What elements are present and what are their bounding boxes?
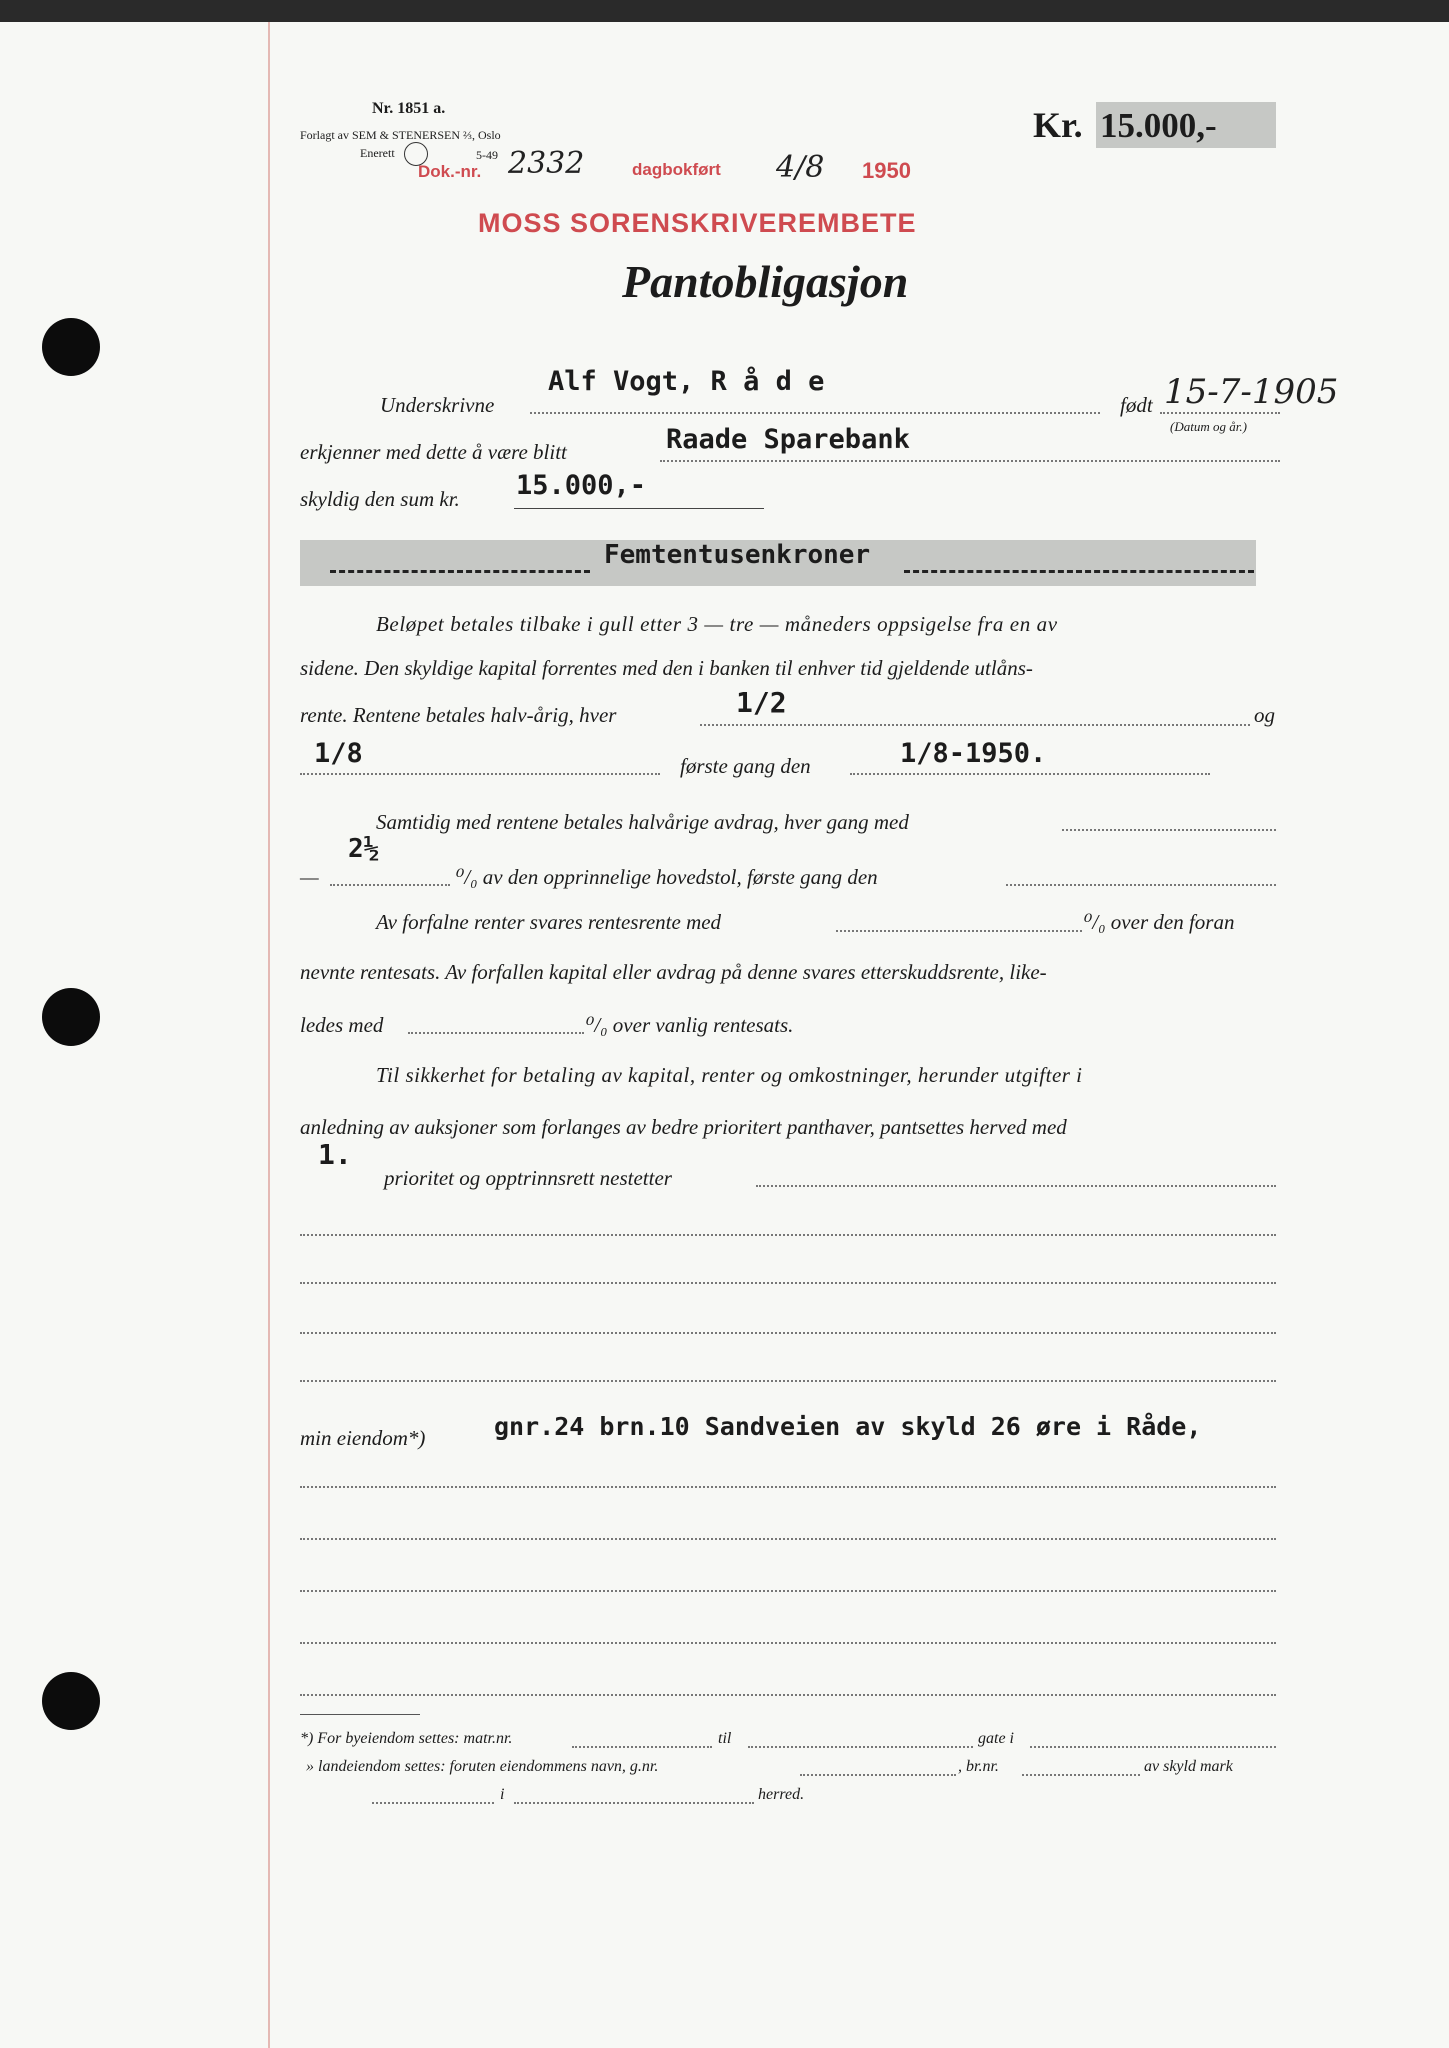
stamp-dagbok-label: dagbokført — [632, 160, 721, 179]
stamp-office: MOSS SORENSKRIVEREMBETE — [478, 208, 917, 238]
erkjenner-label: erkjenner med dette å være blitt — [300, 440, 567, 464]
footnote-line1-a: *) For byeiendom settes: matr.nr. — [300, 1730, 513, 1747]
p2-value-line — [330, 884, 450, 886]
p1-line1: Beløpet betales tilbake i gull etter 3 — tre — måneders oppsigelse fra en av — [376, 612, 1058, 636]
fodt-label: født — [1120, 393, 1153, 417]
skyldig-label: skyldig den sum kr. — [300, 487, 460, 511]
p1-date-line — [300, 773, 660, 775]
stamp-dagbok-date: 4/8 — [776, 150, 825, 185]
footnote-fill — [572, 1746, 712, 1748]
p4-line3: prioritet og opptrinnsrett nestetter — [384, 1166, 672, 1190]
p3-line1a: Av forfalne renter svares rentesrente med — [376, 910, 722, 934]
p4-value: 1. — [318, 1138, 352, 1171]
stamp-year: 1950 — [862, 158, 911, 183]
p1-forste-label: første gang den — [680, 754, 811, 778]
p4-line2: anledning av auksjoner som forlanges av bedre prioritert panthaver, pantsettes herved med — [300, 1115, 1067, 1139]
footnote-fill — [748, 1746, 973, 1748]
document-title: Pantobligasjon — [622, 256, 909, 307]
footnote-fill — [1030, 1746, 1276, 1748]
p2-line2-fill — [1006, 884, 1276, 886]
eiendom-value: gnr.24 brn.10 Sandveien av skyld 26 øre i Råde, — [494, 1412, 1202, 1441]
p3-line2: nevnte rentesats. Av forfallen kapital eller avdrag på denne svares etterskuddsrente, like- — [300, 960, 1047, 984]
footnote-line1-c: gate i — [978, 1730, 1014, 1747]
footnote-line1-b: til — [718, 1730, 732, 1747]
publisher-line: Forlagt av SEM & STENERSEN ⅔, Oslo — [300, 128, 501, 142]
blank-line — [300, 1282, 1276, 1284]
stamp-dok-number: 2332 — [508, 146, 585, 181]
blank-line — [300, 1380, 1276, 1382]
p1-date-value: 1/8 — [314, 738, 363, 769]
underskrivne-value: Alf Vogt, R å d e — [548, 366, 825, 397]
footnote-fill — [372, 1802, 494, 1804]
footnote-rule — [300, 1714, 420, 1715]
form-number: Nr. 1851 a. — [372, 100, 446, 117]
p2-value: 2½ — [348, 834, 380, 864]
fodt-value: 15-7-1905 — [1164, 372, 1339, 412]
amount-value: 15.000,- — [1100, 106, 1217, 145]
p1-og: og — [1254, 703, 1275, 727]
p2-line1-fill — [1062, 829, 1276, 831]
p2-dash: — — [300, 865, 319, 889]
footnote-fill — [514, 1802, 754, 1804]
blank-line — [300, 1538, 1276, 1540]
blank-line — [300, 1642, 1276, 1644]
punch-hole — [42, 318, 100, 376]
words-dash-right — [904, 570, 1254, 573]
underskrivne-line — [530, 412, 1100, 414]
footnote-fill — [1022, 1774, 1140, 1776]
datum-note: (Datum og år.) — [1170, 419, 1247, 434]
p1-line2: sidene. Den skyldige kapital forrentes med den i banken til enhver tid gjeldende utlåns- — [300, 656, 1033, 680]
p3-line3a: ledes med — [300, 1013, 384, 1037]
p1-forste-value: 1/8-1950. — [900, 738, 1047, 769]
p1-forste-line — [850, 773, 1210, 775]
underskrivne-label: Underskrivne — [380, 393, 495, 417]
p4-line1: Til sikkerhet for betaling av kapital, renter og omkostninger, herunder utgifter i — [376, 1063, 1083, 1087]
blank-line — [300, 1486, 1276, 1488]
footnote-line2-a: » landeiendom settes: foruten eiendommens navn, g.nr. — [306, 1758, 659, 1775]
blank-line — [300, 1590, 1276, 1592]
publisher-date: 5-49 — [476, 148, 498, 162]
fodt-line — [1160, 412, 1280, 414]
p1-hver-value: 1/2 — [736, 686, 787, 719]
p3-line3b: ⁰/₀ over vanlig rentesats. — [586, 1013, 794, 1037]
erkjenner-line — [660, 460, 1280, 462]
erkjenner-value: Raade Sparebank — [666, 424, 910, 455]
skyldig-line — [514, 508, 764, 509]
footnote-line3-b: herred. — [758, 1786, 805, 1803]
amount-label: Kr. — [1033, 105, 1083, 145]
punch-hole — [42, 988, 100, 1046]
stamp-dok-label: Dok.-nr. — [418, 162, 482, 181]
punch-hole — [42, 1672, 100, 1730]
p2-line1: Samtidig med rentene betales halvårige avdrag, hver gang med — [376, 810, 909, 834]
blank-line — [300, 1234, 1276, 1236]
footnote-line2-c: av skyld mark — [1144, 1758, 1233, 1775]
publisher-enerett: Enerett — [360, 146, 395, 160]
p1-line3: rente. Rentene betales halv-årig, hver — [300, 703, 617, 727]
p2-line2: ⁰/₀ av den opprinnelige hovedstol, første gang den — [456, 865, 878, 889]
p3-line1b: ⁰/₀ over den foran — [1084, 910, 1235, 934]
p3-line3-fill — [408, 1032, 584, 1034]
blank-line — [300, 1332, 1276, 1334]
blank-line — [300, 1694, 1276, 1696]
words-value: Femtentusenkroner — [604, 540, 871, 570]
skyldig-value: 15.000,- — [516, 470, 647, 501]
p3-line1-fill — [836, 930, 1082, 932]
footnote-line3-a: i — [500, 1786, 505, 1803]
scan-top-edge — [0, 0, 1449, 22]
eiendom-label: min eiendom*) — [300, 1426, 426, 1450]
p4-line3-fill — [756, 1185, 1276, 1187]
words-dash-left — [330, 570, 590, 573]
margin-rule — [268, 22, 270, 2048]
footnote-fill — [800, 1774, 956, 1776]
p1-hver-line — [700, 724, 1250, 726]
footnote-line2-b: , br.nr. — [958, 1758, 999, 1775]
